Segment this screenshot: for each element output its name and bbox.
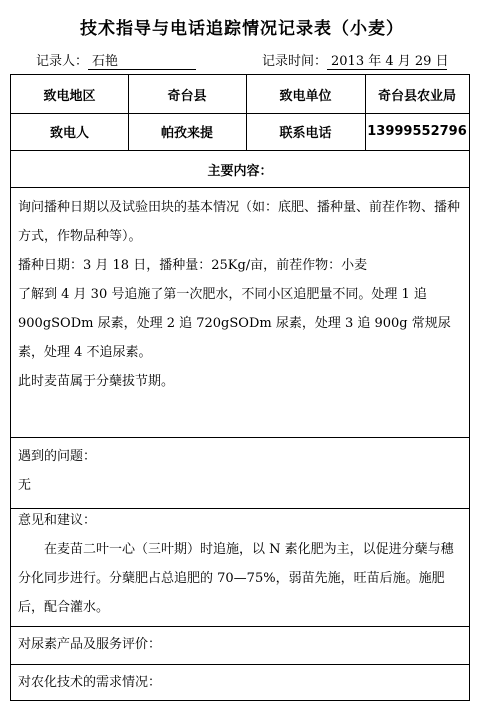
region-label: 致电地区	[43, 88, 96, 104]
record-time-label: 记录时间：	[262, 54, 328, 69]
recorder-field	[36, 50, 196, 70]
unit-label: 致电单位	[279, 88, 332, 104]
person-label: 致电人	[49, 126, 89, 141]
advice-label: 意见和建议：	[18, 513, 97, 528]
form-title: 技术指导与电话追踪情况记录表（小麦）	[80, 19, 404, 39]
recorder-label: 记录人：	[36, 54, 89, 69]
demand-label: 对农化技术的需求情况：	[18, 675, 162, 690]
row-divider	[11, 626, 469, 627]
advice-text: 在麦苗二叶一心（三叶期）时追施，以 N 素化肥为主，以促进分蘖与穗分化同步进行。分蘖肥占总追肥的 70—75%，弱苗先施，旺苗后施。施肥后，配合灌水。	[18, 542, 454, 615]
main-paragraph: 播种日期：3 月 18 日，播种量：25Kg/亩，前茬作物：小麦	[18, 258, 368, 273]
record-time-field	[262, 50, 447, 70]
evaluation-label: 对尿素产品及服务评价：	[18, 637, 162, 652]
evaluation-section	[18, 630, 463, 659]
record-time-value: 2013 年 4 月 29 日	[327, 54, 447, 70]
row-divider	[11, 187, 469, 188]
main-content-body	[18, 193, 463, 396]
problems-label: 遇到的问题：	[18, 449, 97, 464]
unit-value: 奇台县农业局	[377, 88, 456, 104]
phone-value: 13999552796	[367, 124, 467, 139]
main-paragraph: 此时麦苗属于分蘖拔节期。	[18, 374, 175, 389]
main-content-heading: 主要内容：	[207, 163, 273, 179]
advice-section	[18, 506, 463, 622]
record-table	[10, 74, 470, 701]
main-paragraph: 了解到 4 月 30 号追施了第一次肥水，不同小区追肥量不同。处理 1 追 900gSODm 尿素，处理 2 追 720gSODm 尿素，处理 3 追 900g 常规尿素，处理 4 不追尿素。	[18, 287, 451, 360]
problems-value: 无	[18, 478, 32, 493]
demand-section	[18, 668, 463, 697]
problems-section	[18, 442, 463, 500]
row-divider	[11, 664, 469, 665]
person-value: 帕孜来提	[160, 126, 213, 141]
recorder-value: 石艳	[88, 54, 196, 70]
phone-label: 联系电话	[279, 126, 332, 141]
row-divider	[11, 437, 469, 438]
region-value: 奇台县	[167, 88, 207, 104]
main-paragraph: 询问播种日期以及试验田块的基本情况（如：底肥、播种量、前茬作物、播种方式，作物品种等）。	[18, 200, 461, 244]
